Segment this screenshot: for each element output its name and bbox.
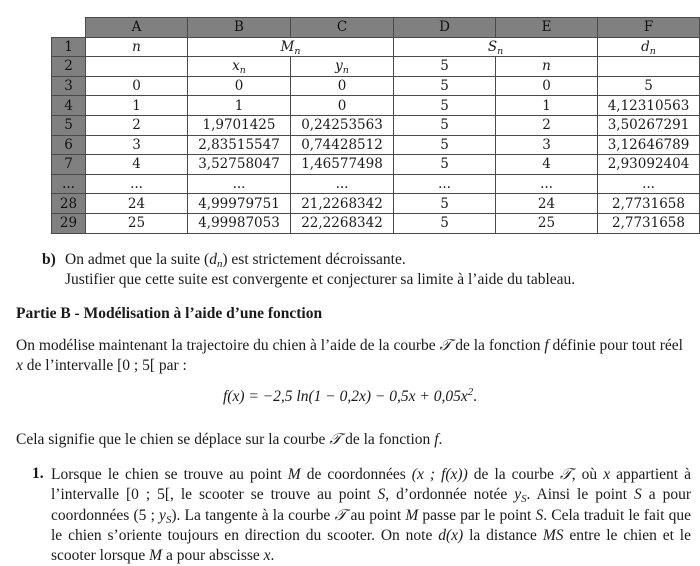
text-fragment: de la fonction [341,431,435,448]
cell-e: 3 [496,135,598,155]
cell-sn-header [394,37,598,57]
cell-c: 0,24253563 [291,115,394,135]
xn-symbol: x [232,58,240,75]
text-fragment: . Ainsi le point [526,486,635,503]
question-1-number: 1. [32,465,44,482]
cell-e: ... [496,174,598,194]
point-m: M [287,466,301,483]
cela-paragraph [16,429,688,450]
cell-d: 5 [394,194,496,214]
cell-f: 2,7731658 [598,194,700,214]
cell-d: 5 [394,155,496,175]
column-header-e: E [496,18,598,38]
text-fragment: Lorsque le chien se trouve au point [51,466,288,483]
cell-f: 2,93092404 [598,155,700,175]
cell-b: 4,99979751 [188,194,291,214]
row-header: 6 [52,135,86,155]
cell-c: 1,46577498 [291,155,394,175]
text-fragment: . [270,547,275,564]
cell-b: 0 [188,76,291,96]
ys-var: y [159,507,166,524]
column-header-b: B [188,18,291,38]
point-m: M [405,507,419,524]
row-header: 5 [52,115,86,135]
cell-f: 3,50267291 [598,115,700,135]
function-symbol: f [544,337,549,354]
cell-a1: n [86,37,188,57]
sn-subscript: n [497,45,504,57]
cell-c: ... [291,174,394,194]
cell-e: 4 [496,155,598,175]
table-row [52,213,700,233]
section-title: Partie B - Modélisation à l’aide d’une fonction [16,305,323,322]
text-fragment: définie pour tout réel [548,337,683,354]
text-fragment: a pour abscisse [162,547,264,564]
intro-paragraph [16,335,688,376]
point-s: S [535,507,544,524]
cell-b: 3,52758047 [188,155,291,175]
formula [0,387,700,407]
question-b-line-1 [65,250,406,270]
text-fragment: Cela signifie que le chien se déplace sur la courbe [16,431,330,448]
cell-f: 4,12310563 [598,96,700,116]
text-fragment: . Cela traduit le fait que le chien s’oriente toujours en direction du scooter. On note [51,507,692,544]
cell-c: 0 [291,76,394,96]
question-1-body [51,464,691,566]
cell-d: 5 [394,76,496,96]
variable-x: x [603,466,611,483]
formula-end: . [473,388,477,405]
text-fragment: . [438,431,443,448]
cell-dn-header [598,37,700,57]
text-fragment: , où [571,466,604,483]
column-header-a: A [86,18,188,38]
table-row [52,135,700,155]
curve-symbol: 𝒯 [329,430,342,448]
dn-symbol: d [641,38,650,55]
cell-xn-header [188,57,291,77]
question-b-line-2: Justifier que cette suite est convergente et conjecturer sa limite à l’aide du tableau. [65,271,576,288]
text-fragment: passe par le point [418,507,536,524]
cell-b: 1,9701425 [188,115,291,135]
table-row [52,115,700,135]
dn-sub: n [216,258,223,270]
dn-subscript: n [649,45,656,57]
cell-e2: n [496,57,598,77]
row-header: 28 [52,194,86,214]
table-row [52,57,700,77]
cell-b: 4,99987053 [188,213,291,233]
cell-d: 5 [394,115,496,135]
text-fragment: On admet que la suite ( [65,251,210,268]
row-header: 7 [52,155,86,175]
row-header: 4 [52,96,86,116]
text-fragment: a pour coordonnées (5 ; [51,486,691,524]
cell-a: 3 [86,135,188,155]
cell-a: 4 [86,155,188,175]
row-header: 2 [52,57,86,77]
cell-c: 22,2268342 [291,213,394,233]
ys-sub: S [521,493,527,505]
cell-f2 [598,57,700,77]
cell-a: 1 [86,96,188,116]
formula-exponent: 2 [467,386,474,398]
text-fragment: ) est strictement décroissante. [222,251,406,268]
column-header-c: C [291,18,394,38]
cell-b: 1 [188,96,291,116]
cell-d: 5 [394,96,496,116]
cell-e: 1 [496,96,598,116]
formula-expression: f(x) = −2,5 ln(1 − 0,2x) − 0,5x + 0,05x [223,388,468,405]
function-symbol: f [434,431,439,448]
cell-e: 24 [496,194,598,214]
question-b-label: b) [42,251,56,268]
table-row [52,96,700,116]
text-fragment: la distance [463,527,543,544]
text-fragment: ). La tangente à la courbe [171,507,335,524]
text-fragment: entre le chien et le scooter lorsque [51,527,691,564]
corner-cell [52,18,86,38]
distance-function: d(x) [438,527,464,544]
cell-c: 0 [291,96,394,116]
data-rows [52,76,700,233]
xn-subscript: n [239,65,246,77]
ys-var: y [514,486,522,503]
cell-a: 2 [86,115,188,135]
text-fragment: On modélise maintenant la trajectoire du chien à l’aide de la courbe [16,337,440,354]
cell-a: 0 [86,76,188,96]
cell-b: 2,83515547 [188,135,291,155]
yn-subscript: n [342,65,349,77]
mn-symbol: M [280,38,295,55]
row-header: 1 [52,37,86,57]
text-fragment: de l’intervalle [0 ; 5[ par : [22,357,187,374]
row-header: 29 [52,213,86,233]
coordinates: (x ; f(x)) [411,466,468,483]
cell-b: ... [188,174,291,194]
point-s: S [634,486,642,503]
cell-a: 25 [86,213,188,233]
text-fragment: appartient à l’intervalle [0 ; 5[, le scooter se trouve au point [51,466,692,503]
column-header-d: D [394,18,496,38]
column-header-f: F [598,18,700,38]
cell-d: 5 [394,213,496,233]
cell-c: 0,74428512 [291,135,394,155]
table-row [52,37,700,57]
text-fragment: , d’ordonnée notée [385,486,515,503]
table-row [52,194,700,214]
curve-symbol: 𝒯 [334,506,347,524]
dn-var: d [209,251,217,268]
yn-symbol: y [335,58,343,75]
table-row [52,174,700,194]
ys-sub: S [165,514,172,526]
spreadsheet-table [51,17,700,234]
mn-subscript: n [294,45,301,57]
row-header: ... [52,174,86,194]
variable-x: x [16,357,23,374]
cell-mn-header [188,37,394,57]
curve-symbol: 𝒯 [559,465,572,483]
cell-d2: 5 [394,57,496,77]
segment-ms: MS [542,527,564,544]
variable-x: x [263,547,271,564]
cell-yn-header [291,57,394,77]
sn-symbol: S [487,38,498,55]
text-fragment: de la fonction [451,337,545,354]
cell-c: 21,2268342 [291,194,394,214]
row-header: 3 [52,76,86,96]
curve-symbol: 𝒯 [439,336,452,354]
cell-e: 2 [496,115,598,135]
cell-f: 2,7731658 [598,213,700,233]
cell-f: ... [598,174,700,194]
cell-d: ... [394,174,496,194]
cell-e: 25 [496,213,598,233]
cell-d: 5 [394,135,496,155]
table-row [52,155,700,175]
cell-a: 24 [86,194,188,214]
point-s: S [377,486,386,503]
cell-a2 [86,57,188,77]
cell-e: 0 [496,76,598,96]
point-m: M [149,547,163,564]
cell-f: 3,12646789 [598,135,700,155]
text-fragment: de coordonnées [300,466,412,483]
text-fragment: au point [346,507,406,524]
cell-a: ... [86,174,188,194]
cell-f: 5 [598,76,700,96]
text-fragment: de la courbe [467,466,560,483]
table-row [52,76,700,96]
